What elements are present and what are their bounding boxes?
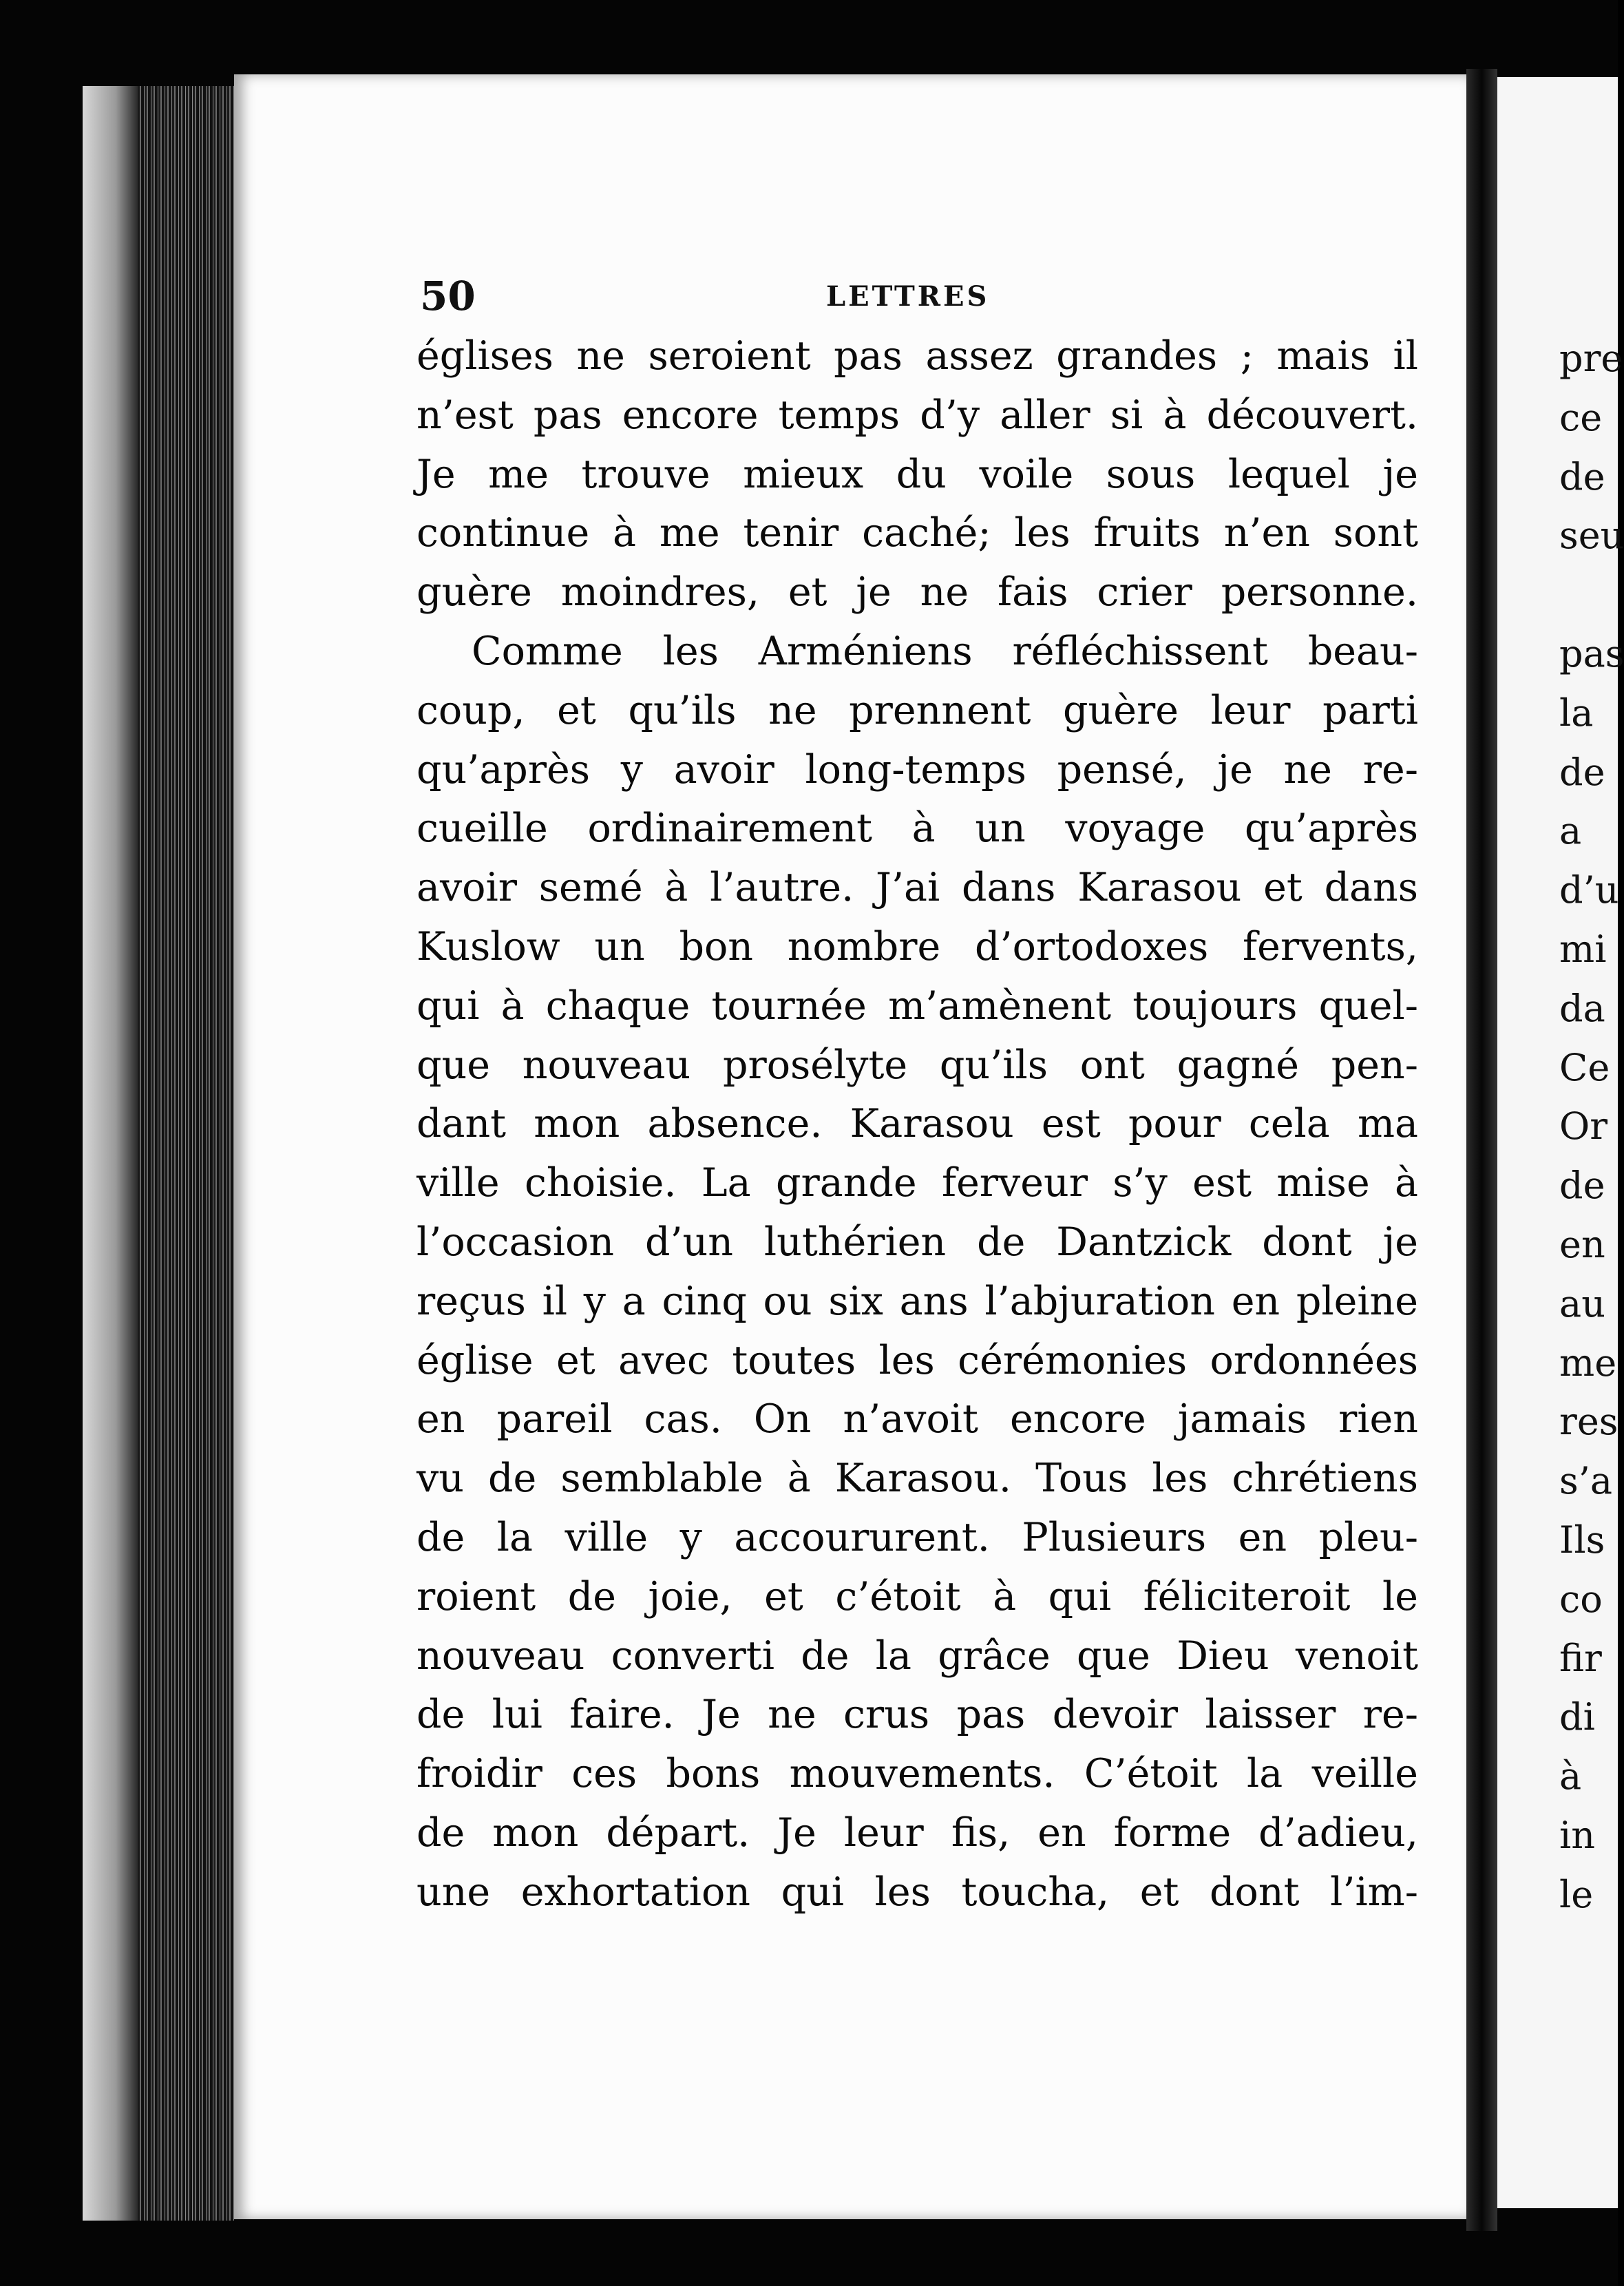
text-line: Kuslow un bon nombre d’ortodoxes fervents, xyxy=(416,923,1418,969)
facing-page-line: la xyxy=(1559,691,1594,735)
text-line: qui à chaque tournée m’amènent toujours quel- xyxy=(416,983,1418,1029)
facing-page-line: s’a xyxy=(1559,1459,1613,1503)
text-line: qu’après y avoir long-temps pensé, je ne re- xyxy=(416,746,1418,793)
text-line: une exhortation qui les toucha, et dont l’im- xyxy=(416,1869,1418,1915)
facing-page-line: di xyxy=(1559,1695,1595,1739)
text-line: reçus il y a cinq ou six ans l’abjuration en pleine xyxy=(416,1278,1418,1324)
facing-page-line: mi xyxy=(1559,927,1607,971)
text-line: vu de semblable à Karasou. Tous les chrétiens xyxy=(416,1456,1418,1502)
facing-page-line: seu xyxy=(1559,514,1624,558)
facing-page-line: Or xyxy=(1559,1104,1608,1149)
text-line: cueille ordinairement à un voyage qu’après xyxy=(416,806,1418,852)
facing-page-line: a xyxy=(1559,809,1582,853)
facing-page-line: ce xyxy=(1559,395,1603,439)
facing-page-line: pas xyxy=(1559,631,1624,675)
text-line: que nouveau prosélyte qu’ils ont gagné pen- xyxy=(416,1042,1418,1088)
text-line: de la ville y accoururent. Plusieurs en pleu- xyxy=(416,1514,1418,1560)
text-line: église et avec toutes les cérémonies ordonnées xyxy=(416,1337,1418,1383)
facing-page-line xyxy=(1559,565,1624,625)
body-text xyxy=(416,327,1418,1922)
facing-page-line: en xyxy=(1559,1222,1605,1266)
facing-page-line: de xyxy=(1559,454,1605,499)
facing-page-line: me xyxy=(1559,1341,1617,1385)
facing-page-text xyxy=(1559,329,1624,1925)
facing-page-line: de xyxy=(1559,750,1605,794)
facing-page-line: au xyxy=(1559,1281,1605,1325)
text-line: nouveau converti de la grâce que Dieu venoit xyxy=(416,1633,1418,1679)
text-line: Comme les Arméniens réfléchissent beau- xyxy=(472,628,1418,674)
text-line: l’occasion d’un luthérien de Dantzick dont je xyxy=(416,1219,1418,1265)
text-line: Je me trouve mieux du voile sous lequel je xyxy=(416,451,1418,497)
text-line: roient de joie, et c’étoit à qui féliciteroit le xyxy=(416,1573,1418,1619)
text-line: de mon départ. Je leur fis, en forme d’adieu, xyxy=(416,1810,1418,1856)
book-edge-highlight xyxy=(83,86,138,2221)
facing-page-line: à xyxy=(1559,1754,1582,1799)
facing-page-line: pre xyxy=(1559,337,1623,380)
page-number: 50 xyxy=(420,273,476,319)
facing-page-line: in xyxy=(1559,1813,1596,1857)
text-line: guère moindres, et je ne fais crier personne. xyxy=(416,569,1418,616)
running-title: LETTRES xyxy=(826,280,990,313)
facing-page-line: Ce xyxy=(1559,1045,1610,1089)
facing-page-line: d’u xyxy=(1559,868,1619,912)
facing-page-line: Ils xyxy=(1559,1518,1605,1562)
text-line: avoir semé à l’autre. J’ai dans Karasou et dans xyxy=(416,865,1418,911)
text-line: continue à me tenir caché; les fruits n’en sont xyxy=(416,510,1418,556)
text-line: coup, et qu’ils ne prennent guère leur parti xyxy=(416,687,1418,733)
facing-page-line: le xyxy=(1559,1872,1594,1916)
text-line: ville choisie. La grande ferveur s’y est mise à xyxy=(416,1160,1418,1206)
text-line: en pareil cas. On n’avoit encore jamais rien xyxy=(416,1396,1418,1443)
text-line: dant mon absence. Karasou est pour cela ma xyxy=(416,1101,1418,1147)
text-line: de lui faire. Je ne crus pas devoir laisser re- xyxy=(416,1692,1418,1738)
running-head xyxy=(420,272,1418,320)
text-line: n’est pas encore temps d’y aller si à découvert. xyxy=(416,392,1418,438)
facing-page-line: fir xyxy=(1559,1636,1602,1680)
text-line: froidir ces bons mouvements. C’étoit la veille xyxy=(416,1751,1418,1797)
facing-page-line: da xyxy=(1559,986,1605,1030)
text-line: églises ne seroient pas assez grandes ; mais il xyxy=(416,333,1418,379)
book-gutter xyxy=(1466,69,1497,2231)
facing-page-line: de xyxy=(1559,1164,1605,1208)
facing-page-line: res xyxy=(1559,1400,1618,1444)
facing-page-line: co xyxy=(1559,1577,1603,1621)
